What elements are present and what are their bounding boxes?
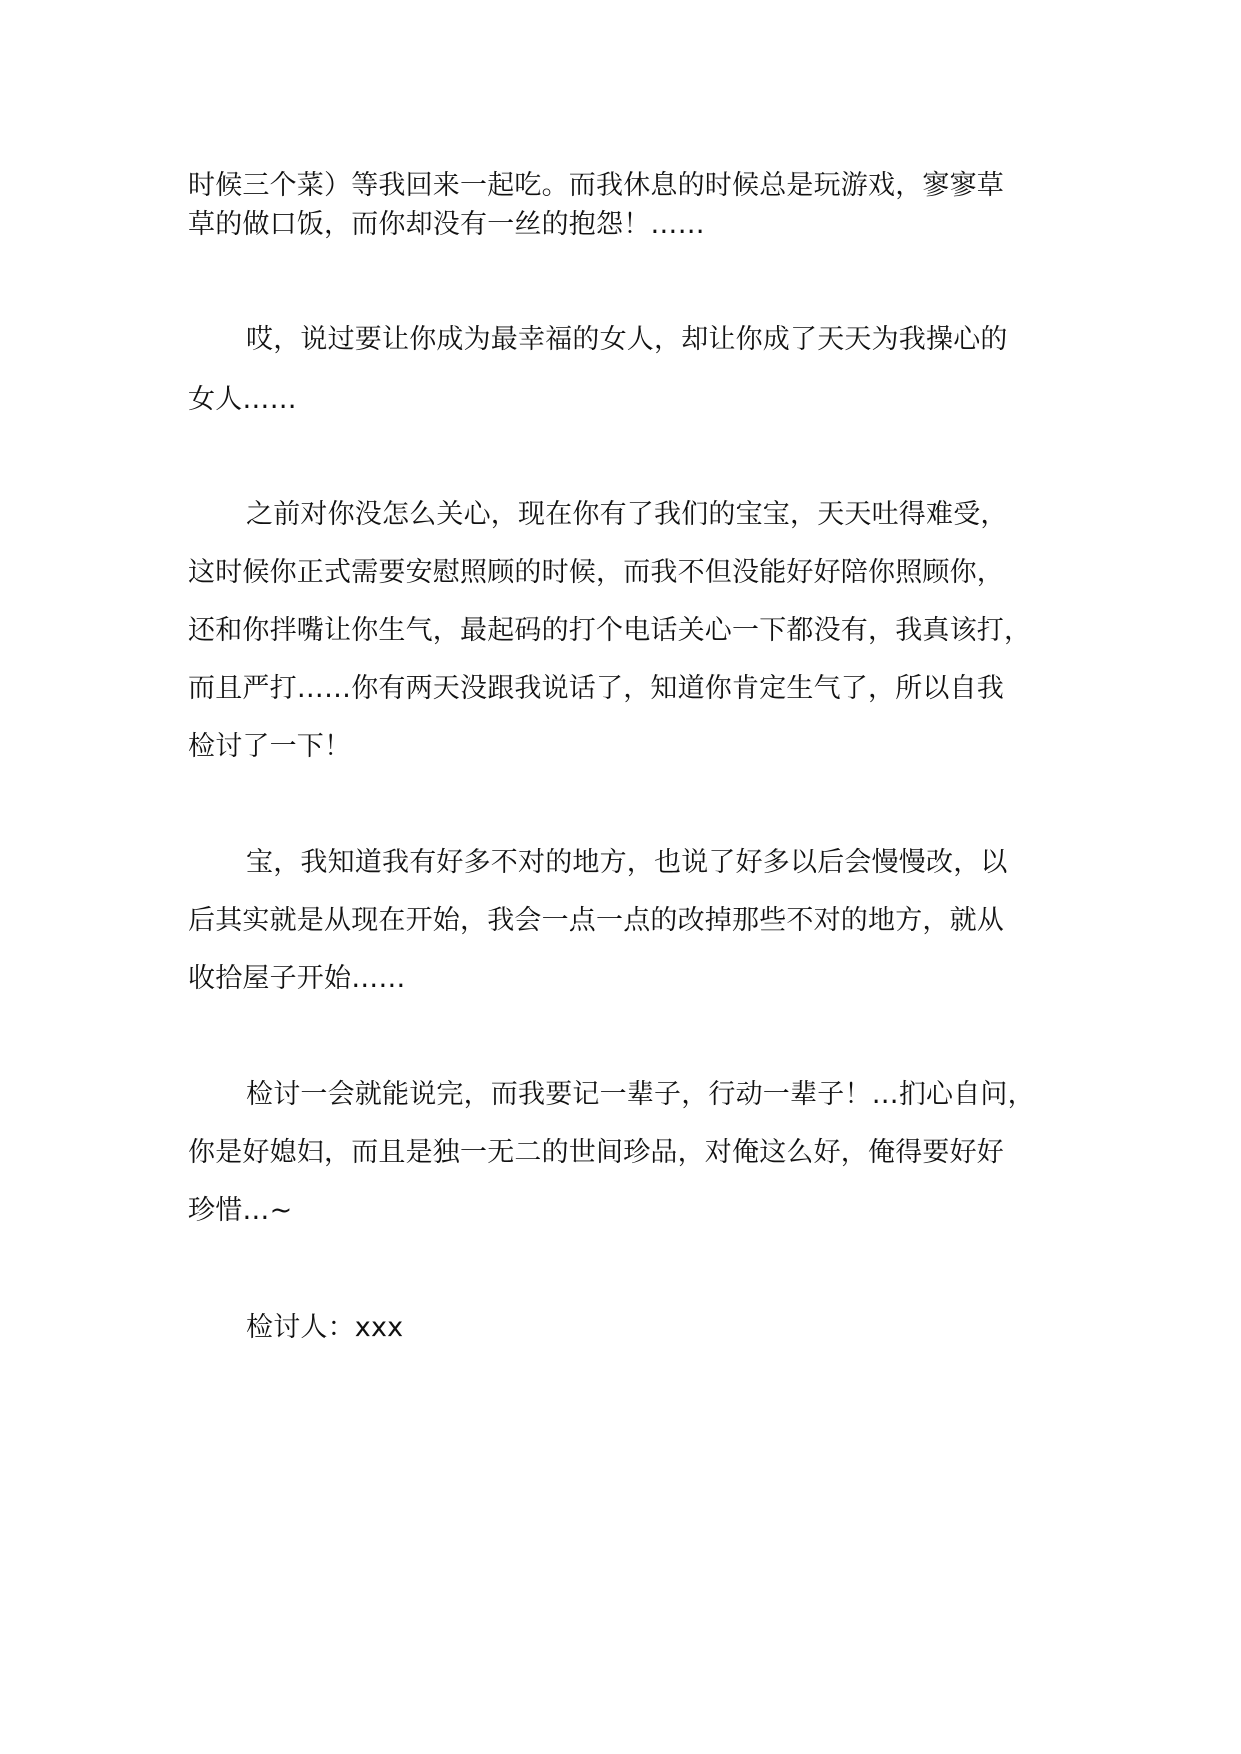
- paragraph-5-line-1: 检讨一会就能说完，而我要记一辈子，行动一辈子！…扪心自问，: [246, 1079, 1035, 1110]
- signature: 检讨人：xxx: [246, 1312, 404, 1343]
- paragraph-2-line-2: 女人……: [188, 384, 297, 415]
- paragraph-3-line-2: 这时候你正式需要安慰照顾的时候，而我不但没能好好陪你照顾你，: [188, 557, 1004, 588]
- paragraph-2-line-1: 哎，说过要让你成为最幸福的女人，却让你成了天天为我操心的: [246, 324, 1008, 355]
- paragraph-4-line-1: 宝，我知道我有好多不对的地方，也说了好多以后会慢慢改，以: [246, 847, 1008, 878]
- paragraph-5-line-3: 珍惜…~: [188, 1195, 293, 1226]
- paragraph-5-line-2: 你是好媳妇，而且是独一无二的世间珍品，对俺这么好，俺得要好好: [188, 1137, 1004, 1168]
- paragraph-3-line-4: 而且严打……你有两天没跟我说话了，知道你肯定生气了，所以自我: [188, 673, 1004, 704]
- paragraph-4-line-2: 后其实就是从现在开始，我会一点一点的改掉那些不对的地方，就从: [188, 905, 1004, 936]
- paragraph-1-line-2: 草的做口饭，而你却没有一丝的抱怨！……: [188, 209, 705, 240]
- paragraph-3-line-3: 还和你拌嘴让你生气，最起码的打个电话关心一下都没有，我真该打，: [188, 615, 1032, 646]
- paragraph-3-line-5: 检讨了一下！: [188, 731, 352, 762]
- paragraph-1-line-1: 时候三个菜）等我回来一起吃。而我休息的时候总是玩游戏，寥寥草: [188, 170, 1004, 201]
- paragraph-4-line-3: 收拾屋子开始……: [188, 963, 406, 994]
- paragraph-3-line-1: 之前对你没怎么关心，现在你有了我们的宝宝，天天吐得难受，: [246, 499, 1008, 530]
